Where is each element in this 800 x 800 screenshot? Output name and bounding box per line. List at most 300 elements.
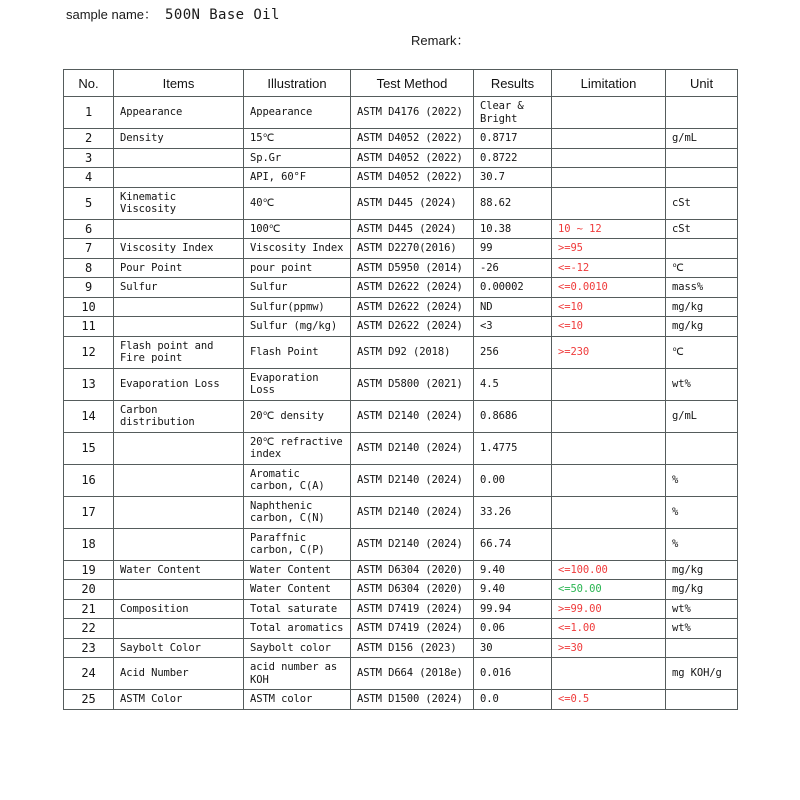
- cell-limitation: [552, 148, 666, 168]
- cell-limitation: [552, 168, 666, 188]
- cell-no-text: 7: [84, 241, 93, 255]
- cell-unit: [666, 219, 738, 239]
- cell-items-text: [114, 304, 243, 310]
- cell-no-text: 22: [81, 621, 96, 635]
- cell-items-text: Sulfur: [120, 281, 158, 293]
- cell-limitation-text: [552, 445, 665, 451]
- cell-no: [64, 258, 114, 278]
- cell-no-text: 10: [81, 299, 96, 314]
- cell-test-method-text: ASTM D5950 (2014): [357, 261, 463, 274]
- cell-test-method: [351, 258, 474, 278]
- cell-unit-text: %: [672, 473, 679, 486]
- cell-illustration-text: API, 60°F: [250, 171, 306, 183]
- cell-illustration-text: Flash Point: [250, 345, 319, 358]
- cell-no: [64, 432, 114, 464]
- cell-results-text: 0.00002: [480, 281, 524, 293]
- cell-test-method-text: ASTM D4052 (2022): [357, 171, 463, 183]
- cell-results: [474, 690, 552, 710]
- sample-name-value: 500N Base Oil: [165, 7, 280, 23]
- cell-illustration-text: Evaporation Loss: [250, 371, 319, 396]
- cell-items: [114, 432, 244, 464]
- cell-test-method: [351, 638, 474, 658]
- table-row: [64, 97, 738, 129]
- test-report-table: [63, 69, 738, 710]
- cell-no-text: 20: [81, 582, 96, 596]
- cell-test-method-text: ASTM D6304 (2020): [357, 583, 463, 595]
- cell-illustration: [244, 560, 351, 580]
- cell-results-text: 88.62: [480, 196, 512, 209]
- cell-no: [64, 690, 114, 710]
- cell-illustration: [244, 258, 351, 278]
- cell-illustration: [244, 580, 351, 600]
- cell-test-method: [351, 368, 474, 400]
- cell-test-method: [351, 317, 474, 337]
- cell-illustration: [244, 317, 351, 337]
- cell-unit: [666, 560, 738, 580]
- cell-illustration-text: acid number as KOH: [250, 661, 338, 686]
- cell-results-text: 9.40: [480, 583, 505, 595]
- sample-name-label: sample name：: [66, 7, 158, 22]
- cell-items: [114, 690, 244, 710]
- cell-results: [474, 258, 552, 278]
- table-row: [64, 690, 738, 710]
- cell-results-text: 256: [480, 345, 499, 358]
- remark-label: Remark：: [411, 33, 470, 48]
- cell-results: [474, 496, 552, 528]
- cell-items: [114, 528, 244, 560]
- cell-limitation: [552, 560, 666, 580]
- cell-test-method-text: ASTM D2622 (2024): [357, 281, 463, 293]
- cell-illustration: [244, 464, 351, 496]
- cell-unit: [666, 148, 738, 168]
- cell-test-method: [351, 129, 474, 149]
- cell-test-method: [351, 336, 474, 368]
- cell-illustration-text: Sp.Gr: [250, 151, 282, 164]
- cell-illustration-text: ASTM color: [250, 693, 313, 705]
- cell-no-text: 9: [84, 280, 93, 294]
- table-row: [64, 148, 738, 168]
- cell-unit-text: mass%: [672, 281, 704, 293]
- cell-illustration: [244, 496, 351, 528]
- cell-items: [114, 317, 244, 337]
- cell-items: [114, 638, 244, 658]
- cell-illustration: [244, 129, 351, 149]
- cell-no-text: 25: [81, 692, 96, 706]
- cell-no-text: 14: [81, 408, 96, 423]
- cell-no: [64, 219, 114, 239]
- cell-items: [114, 400, 244, 432]
- sample-name-line: [66, 6, 280, 24]
- cell-illustration-text: Aromatic carbon, C(A): [250, 467, 325, 492]
- cell-no: [64, 148, 114, 168]
- table-row: [64, 432, 738, 464]
- cell-items-text: [114, 226, 243, 232]
- cell-test-method: [351, 496, 474, 528]
- cell-items-text: Water Content: [120, 563, 201, 576]
- cell-illustration: [244, 638, 351, 658]
- table-row: [64, 464, 738, 496]
- cell-test-method-text: ASTM D7419 (2024): [357, 622, 463, 634]
- cell-no-text: 16: [81, 472, 96, 487]
- cell-limitation: [552, 432, 666, 464]
- cell-no: [64, 97, 114, 129]
- cell-limitation: [552, 129, 666, 149]
- cell-no: [64, 278, 114, 298]
- cell-test-method-text: ASTM D445 (2024): [357, 222, 457, 235]
- cell-limitation-text: >=95: [558, 242, 583, 254]
- cell-results-text: Clear & Bright: [480, 100, 524, 125]
- cell-results: [474, 278, 552, 298]
- cell-items: [114, 619, 244, 639]
- cell-illustration-text: Total aromatics: [250, 622, 344, 634]
- cell-illustration: [244, 297, 351, 317]
- cell-unit: [666, 464, 738, 496]
- cell-items-text: [114, 155, 243, 161]
- cell-unit-text: cSt: [672, 222, 691, 235]
- cell-results-text: 9.40: [480, 563, 505, 576]
- cell-items: [114, 599, 244, 619]
- cell-items-text: [114, 445, 243, 451]
- cell-unit-text: ℃: [672, 261, 684, 274]
- cell-items: [114, 239, 244, 259]
- cell-results: [474, 638, 552, 658]
- cell-test-method-text: ASTM D2270(2016): [357, 242, 457, 254]
- cell-test-method-text: ASTM D5800 (2021): [357, 377, 463, 390]
- cell-items: [114, 496, 244, 528]
- cell-results: [474, 239, 552, 259]
- cell-limitation-text: [552, 381, 665, 387]
- cell-unit: [666, 297, 738, 317]
- cell-test-method: [351, 168, 474, 188]
- cell-unit: [666, 580, 738, 600]
- cell-no: [64, 560, 114, 580]
- cell-results: [474, 464, 552, 496]
- cell-items-text: Pour Point: [120, 261, 183, 274]
- cell-unit-text: [666, 110, 737, 116]
- cell-items: [114, 336, 244, 368]
- cell-results: [474, 187, 552, 219]
- cell-unit: [666, 496, 738, 528]
- cell-unit: [666, 658, 738, 690]
- table-header-row: [64, 70, 738, 97]
- cell-limitation-text: [552, 671, 665, 677]
- cell-test-method-text: ASTM D4052 (2022): [357, 151, 463, 164]
- table-row: [64, 580, 738, 600]
- cell-limitation-text: [552, 509, 665, 515]
- cell-limitation: [552, 258, 666, 278]
- cell-no: [64, 599, 114, 619]
- cell-results-text: 1.4775: [480, 441, 518, 454]
- cell-no-text: 2: [84, 131, 93, 145]
- cell-unit-text: %: [672, 505, 679, 518]
- cell-test-method-text: ASTM D2140 (2024): [357, 441, 463, 454]
- cell-results-text: ND: [480, 300, 493, 313]
- cell-items: [114, 658, 244, 690]
- cell-illustration-text: 20℃ refractive index: [250, 435, 343, 460]
- cell-items: [114, 297, 244, 317]
- table-row: [64, 239, 738, 259]
- cell-unit: [666, 129, 738, 149]
- cell-unit-text: [666, 174, 737, 180]
- cell-no: [64, 336, 114, 368]
- cell-unit-text: cSt: [672, 196, 691, 209]
- cell-test-method: [351, 464, 474, 496]
- cell-limitation-text: <=10: [558, 320, 583, 332]
- cell-test-method-text: ASTM D2622 (2024): [357, 300, 463, 313]
- cell-unit: [666, 638, 738, 658]
- cell-items-text: [114, 625, 243, 631]
- cell-unit-text: mg/kg: [672, 563, 704, 576]
- cell-results-text: 30.7: [480, 171, 505, 183]
- cell-unit-text: ℃: [672, 345, 684, 358]
- cell-unit-text: wt%: [672, 602, 691, 615]
- cell-results-text: 0.8722: [480, 151, 518, 164]
- column-header-items: Items: [114, 70, 244, 97]
- cell-illustration: [244, 400, 351, 432]
- cell-illustration: [244, 187, 351, 219]
- table-row: [64, 168, 738, 188]
- cell-illustration-text: Sulfur(ppmw): [250, 300, 325, 313]
- cell-no-text: 18: [81, 536, 96, 551]
- column-header-illustration: Illustration: [244, 70, 351, 97]
- cell-test-method: [351, 560, 474, 580]
- cell-illustration: [244, 239, 351, 259]
- cell-limitation: [552, 638, 666, 658]
- cell-test-method: [351, 528, 474, 560]
- cell-limitation-text: <=1.00: [558, 622, 596, 634]
- cell-illustration-text: Sulfur: [250, 281, 288, 293]
- cell-unit-text: [666, 245, 737, 251]
- cell-no-text: 19: [81, 562, 96, 577]
- cell-limitation-text: [552, 413, 665, 419]
- cell-no-text: 13: [81, 376, 96, 391]
- cell-items: [114, 129, 244, 149]
- cell-test-method-text: ASTM D4176 (2022): [357, 106, 463, 119]
- cell-illustration-text: Appearance: [250, 106, 313, 119]
- cell-limitation: [552, 464, 666, 496]
- cell-no-text: 3: [84, 150, 93, 165]
- cell-no: [64, 317, 114, 337]
- cell-results: [474, 619, 552, 639]
- cell-illustration: [244, 658, 351, 690]
- table-row: [64, 400, 738, 432]
- cell-no-text: 1: [84, 105, 93, 120]
- cell-no: [64, 168, 114, 188]
- cell-limitation: [552, 690, 666, 710]
- cell-results-text: 0.016: [480, 667, 512, 680]
- cell-results: [474, 219, 552, 239]
- cell-illustration-text: Naphthenic carbon, C(N): [250, 499, 325, 524]
- cell-limitation: [552, 496, 666, 528]
- cell-no: [64, 239, 114, 259]
- cell-limitation-text: <=-12: [558, 261, 590, 274]
- cell-test-method-text: ASTM D2622 (2024): [357, 320, 463, 332]
- cell-items-text: Kinematic Viscosity: [120, 190, 176, 215]
- cell-unit: [666, 258, 738, 278]
- cell-results-text: 33.26: [480, 505, 512, 518]
- cell-test-method-text: ASTM D664 (2018e): [357, 667, 463, 680]
- cell-test-method-text: ASTM D2140 (2024): [357, 473, 463, 486]
- cell-results: [474, 432, 552, 464]
- column-header-limitation: Limitation: [552, 70, 666, 97]
- cell-results-text: 0.00: [480, 473, 505, 486]
- cell-no-text: 15: [81, 440, 96, 455]
- cell-unit: [666, 400, 738, 432]
- cell-limitation: [552, 400, 666, 432]
- cell-test-method: [351, 658, 474, 690]
- cell-illustration: [244, 219, 351, 239]
- cell-items-text: [114, 323, 243, 329]
- cell-unit-text: mg/kg: [672, 320, 704, 332]
- cell-items-text: Acid Number: [120, 667, 189, 680]
- cell-illustration: [244, 619, 351, 639]
- cell-unit-text: g/mL: [672, 132, 697, 144]
- cell-unit-text: [666, 645, 737, 651]
- cell-test-method-text: ASTM D156 (2023): [357, 641, 457, 654]
- table-row: [64, 560, 738, 580]
- table-body: [64, 97, 738, 710]
- cell-unit: [666, 278, 738, 298]
- cell-limitation: [552, 658, 666, 690]
- cell-test-method: [351, 239, 474, 259]
- cell-unit-text: mg KOH/g: [672, 667, 722, 680]
- cell-illustration-text: Sulfur (mg/kg): [250, 320, 338, 332]
- cell-limitation: [552, 368, 666, 400]
- cell-unit: [666, 599, 738, 619]
- cell-limitation: [552, 278, 666, 298]
- table-row: [64, 599, 738, 619]
- cell-illustration: [244, 368, 351, 400]
- cell-no-text: 5: [84, 195, 93, 210]
- cell-items-text: Composition: [120, 602, 189, 615]
- cell-limitation-text: [552, 200, 665, 206]
- cell-unit-text: wt%: [672, 622, 691, 634]
- cell-no: [64, 297, 114, 317]
- cell-results: [474, 297, 552, 317]
- cell-limitation-text: [552, 110, 665, 116]
- cell-results: [474, 168, 552, 188]
- table-row: [64, 219, 738, 239]
- cell-test-method: [351, 97, 474, 129]
- cell-results-text: 10.38: [480, 222, 512, 235]
- cell-items-text: Density: [120, 132, 164, 144]
- cell-no: [64, 658, 114, 690]
- table-row: [64, 187, 738, 219]
- cell-results-text: 99: [480, 242, 493, 254]
- cell-items-text: [114, 477, 243, 483]
- table-row: [64, 528, 738, 560]
- cell-no-text: 4: [84, 170, 93, 184]
- cell-illustration: [244, 336, 351, 368]
- cell-results-text: 0.0: [480, 693, 499, 705]
- cell-results-text: 99.94: [480, 602, 512, 615]
- cell-results-text: 4.5: [480, 377, 499, 390]
- cell-results: [474, 599, 552, 619]
- cell-results-text: 0.8686: [480, 409, 518, 422]
- cell-illustration-text: 40℃: [250, 196, 275, 209]
- table-row: [64, 317, 738, 337]
- cell-items: [114, 97, 244, 129]
- table-row: [64, 619, 738, 639]
- cell-no-text: 8: [84, 260, 93, 275]
- cell-illustration-text: Saybolt color: [250, 641, 331, 654]
- cell-illustration-text: Water Content: [250, 563, 331, 576]
- cell-items-text: [114, 509, 243, 515]
- cell-items: [114, 148, 244, 168]
- cell-items-text: ASTM Color: [120, 693, 183, 705]
- cell-test-method-text: ASTM D4052 (2022): [357, 132, 463, 144]
- cell-unit-text: wt%: [672, 377, 691, 390]
- cell-unit: [666, 619, 738, 639]
- cell-test-method: [351, 580, 474, 600]
- cell-results: [474, 400, 552, 432]
- cell-results-text: 0.06: [480, 622, 505, 634]
- cell-limitation: [552, 187, 666, 219]
- cell-results-text: 30: [480, 641, 493, 654]
- cell-limitation: [552, 336, 666, 368]
- cell-no-text: 6: [84, 221, 93, 236]
- cell-no: [64, 528, 114, 560]
- cell-test-method-text: ASTM D6304 (2020): [357, 563, 463, 576]
- cell-unit: [666, 528, 738, 560]
- cell-limitation: [552, 97, 666, 129]
- cell-limitation-text: <=50.00: [558, 583, 602, 595]
- cell-limitation: [552, 599, 666, 619]
- cell-illustration: [244, 148, 351, 168]
- cell-results: [474, 580, 552, 600]
- cell-test-method: [351, 400, 474, 432]
- column-header-test-method: Test Method: [351, 70, 474, 97]
- cell-results: [474, 368, 552, 400]
- cell-unit: [666, 432, 738, 464]
- cell-limitation: [552, 580, 666, 600]
- cell-no: [64, 187, 114, 219]
- cell-illustration: [244, 690, 351, 710]
- column-header-no: No.: [64, 70, 114, 97]
- cell-unit: [666, 317, 738, 337]
- cell-limitation: [552, 619, 666, 639]
- cell-unit-text: mg/kg: [672, 300, 704, 313]
- cell-limitation-text: <=0.0010: [558, 281, 608, 293]
- cell-limitation: [552, 219, 666, 239]
- cell-limitation-text: [552, 174, 665, 180]
- cell-illustration-text: Water Content: [250, 583, 331, 595]
- cell-items-text: [114, 541, 243, 547]
- cell-no-text: 24: [81, 666, 96, 681]
- cell-limitation-text: [552, 477, 665, 483]
- cell-limitation-text: [552, 135, 665, 141]
- cell-no: [64, 129, 114, 149]
- cell-unit: [666, 168, 738, 188]
- cell-items-text: Evaporation Loss: [120, 377, 220, 390]
- cell-test-method-text: ASTM D2140 (2024): [357, 409, 463, 422]
- cell-limitation-text: [552, 541, 665, 547]
- cell-test-method: [351, 219, 474, 239]
- cell-items: [114, 580, 244, 600]
- cell-test-method: [351, 278, 474, 298]
- cell-unit: [666, 187, 738, 219]
- cell-results: [474, 148, 552, 168]
- cell-items: [114, 219, 244, 239]
- cell-unit-text: [666, 155, 737, 161]
- cell-illustration: [244, 528, 351, 560]
- cell-results: [474, 317, 552, 337]
- cell-results: [474, 97, 552, 129]
- cell-illustration-text: 100℃: [250, 222, 281, 235]
- cell-illustration-text: Viscosity Index: [250, 242, 344, 254]
- cell-illustration-text: Total saturate: [250, 602, 338, 615]
- cell-results: [474, 560, 552, 580]
